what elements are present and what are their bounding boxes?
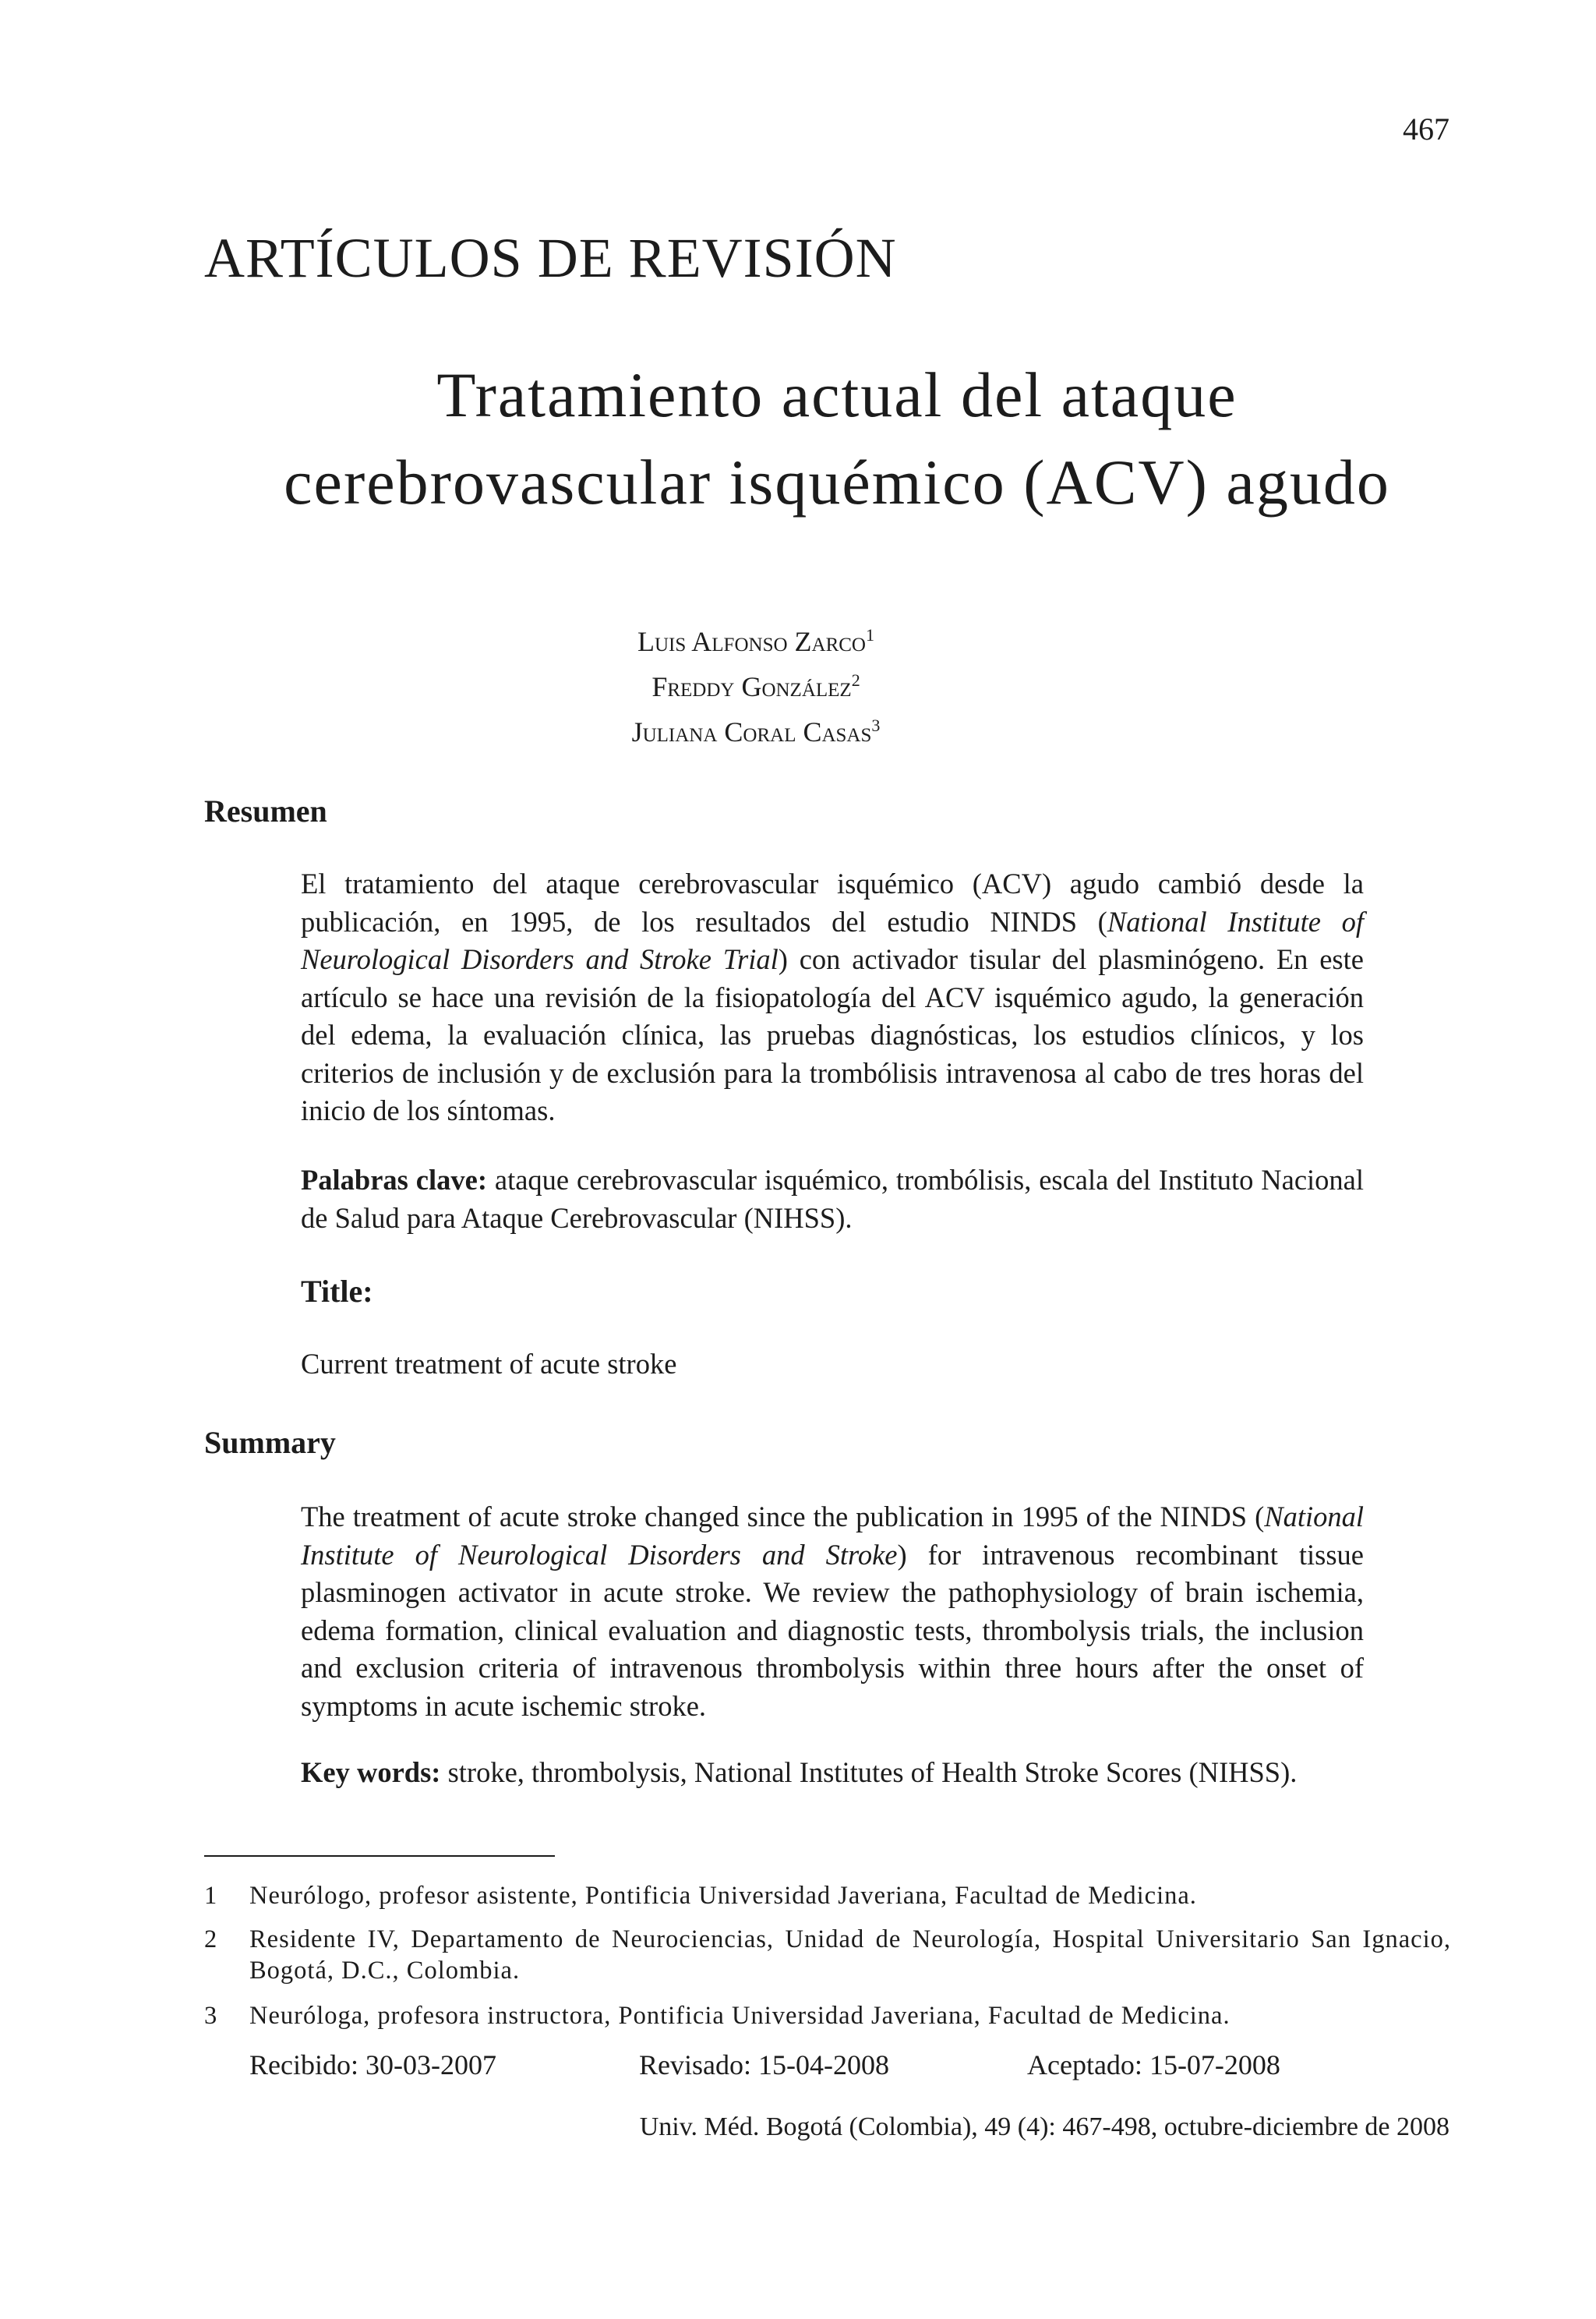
footnote-number: 1 — [204, 1882, 218, 1910]
author: Freddy González$^2$ — [651, 670, 860, 702]
resumen-heading: Resumen — [204, 794, 327, 829]
abstract-spanish: El tratamiento del ataque cerebrovascular isquémico (ACV) agudo cambió desde la publicación, en 1995, de los resultados del estudio NINDS (National Institute of Neurological Disorders and Stroke Trial) con activador tisular del plasminógeno. En este artículo se hace una revisión de la fisiopatología del ACV isquémico agudo, la generación del edema, la evaluación clínica, las pruebas diagnósticas, los estudios clínicos, y los criterios de inclusión y de exclusión para la trombólisis intravenosa al cabo de tres horas del inicio de los síntomas. — [301, 868, 1364, 1126]
footnote-text: Neurólogo, profesor asistente, Pontificia Universidad Javeriana, Facultad de Medicina. — [249, 1882, 1197, 1910]
date-revised: Revisado: 15-04-2008 — [639, 2049, 889, 2080]
footnote — [204, 2000, 1451, 2031]
article-title-line-1: Tratamiento actual del ataque — [436, 359, 1238, 430]
summary-heading: Summary — [204, 1425, 336, 1460]
date-received: Recibido: 30-03-2007 — [249, 2049, 496, 2080]
footnote-number: 2 — [204, 1925, 218, 1953]
author-list — [546, 616, 966, 751]
keywords-spanish: Palabras clave: ataque cerebrovascular isquémico, trombólisis, escala del Instituto Nacional de Salud para Ataque Cerebrovascular (NIHSS). — [301, 1164, 1365, 1234]
footnote-divider — [204, 1855, 555, 1857]
footnote-text: Residente IV, Departamento de Neurociencias, Unidad de Neurología, Hospital Universitario San Ignacio, Bogotá, D.C., Colombia. — [249, 1925, 1451, 1985]
date-accepted: Aceptado: 15-07-2008 — [1027, 2049, 1280, 2080]
english-title: Current treatment of acute stroke — [301, 1348, 677, 1380]
article-title-line-2: cerebrovascular isquémico (ACV) agudo — [284, 447, 1390, 518]
footnote — [204, 1924, 1451, 1986]
author: Luis Alfonso Zarco$^1$ — [637, 625, 874, 657]
section-heading: ARTÍCULOS DE REVISIÓN — [204, 227, 897, 289]
journal-citation: Univ. Méd. Bogotá (Colombia), 49 (4): 467-498, octubre-diciembre de 2008 — [639, 2112, 1449, 2141]
footnote-text: Neuróloga, profesora instructora, Pontificia Universidad Javeriana, Facultad de Medicina. — [249, 2002, 1231, 2030]
abstract-english: The treatment of acute stroke changed since the publication in 1995 of the NINDS (National Institute of Neurological Disorders and Stroke) for intravenous recombinant tissue plasminogen activator in acute stroke. We review the pathophysiology of brain ischemia, edema formation, clinical evaluation and diagnostic tests, thrombolysis trials, the inclusion and exclusion criteria of intravenous thrombolysis within three hours after the onset of symptoms in acute ischemic stroke. — [301, 1501, 1364, 1722]
footnote-number: 3 — [204, 2002, 218, 2030]
english-title-label: Title: — [301, 1274, 373, 1309]
author: Juliana Coral Casas$^3$ — [631, 716, 881, 748]
footnote — [204, 1880, 1451, 1911]
keywords-english: Key words: stroke, thrombolysis, National Institutes of Health Stroke Scores (NIHSS). — [301, 1756, 1298, 1788]
page-number: 467 — [1403, 111, 1449, 147]
